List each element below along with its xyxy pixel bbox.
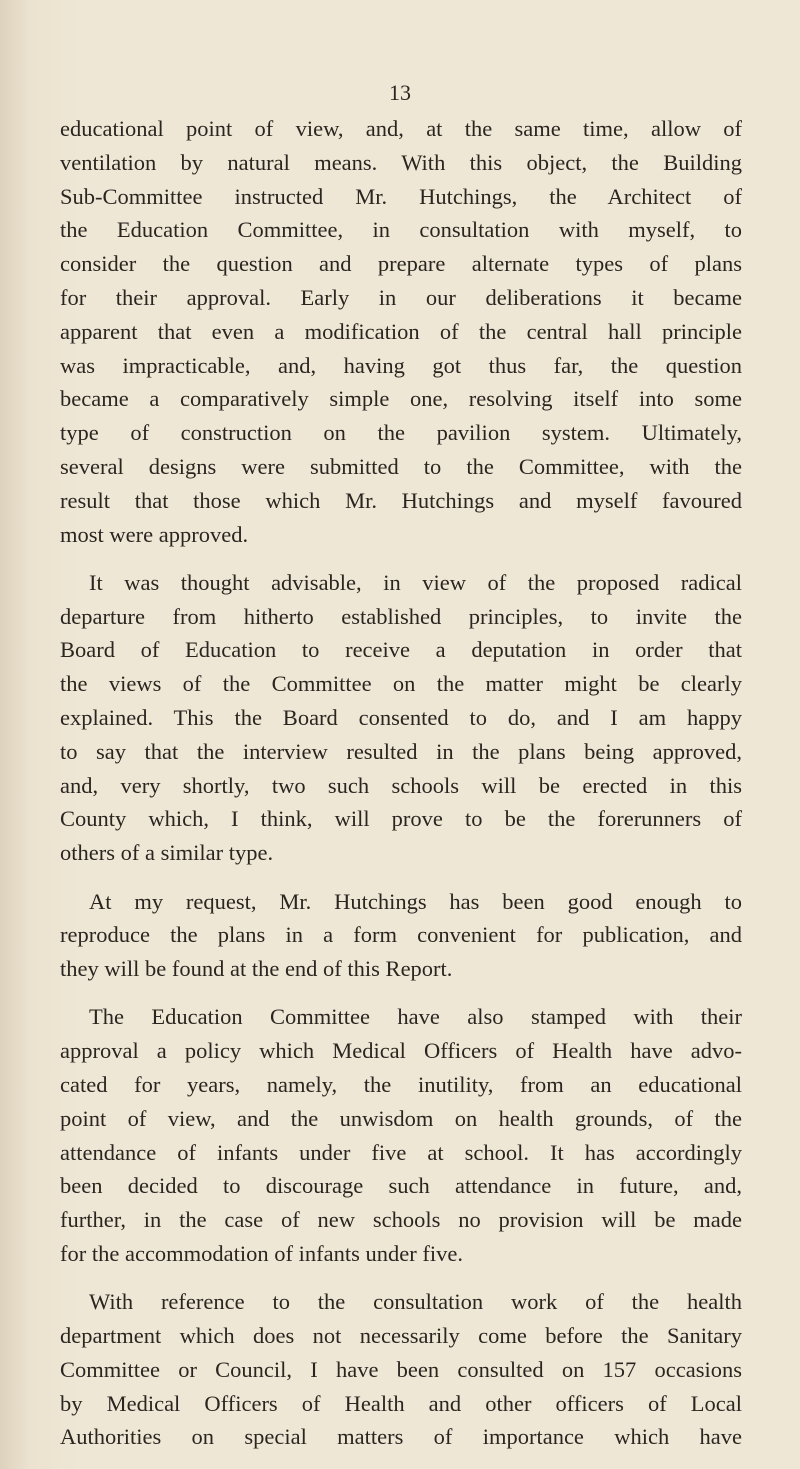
text-line: been decided to discourage such attendance in future, and, (60, 1173, 742, 1199)
page-number: 13 (389, 80, 411, 105)
text-line: became a comparatively simple one, resolving itself into some (60, 386, 742, 412)
paragraph (60, 885, 742, 986)
text-line: type of construction on the pavilion system. Ultimately, (60, 420, 742, 446)
text-line: At my request, Mr. Hutchings has been good enough to (89, 888, 742, 914)
paragraph (60, 112, 742, 551)
text-line: they will be found at the end of this Report. (60, 956, 453, 982)
text-line: was impracticable, and, having got thus far, the question (60, 352, 742, 378)
text-line: ventilation by natural means. With this object, the Building (60, 149, 742, 175)
text-line: explained. This the Board consented to do, and I am happy (60, 705, 742, 731)
text-line: consider the question and prepare alternate types of plans (60, 251, 742, 277)
text-line: several designs were submitted to the Committee, with the (60, 453, 742, 479)
text-line: further, in the case of new schools no provision will be made (60, 1207, 742, 1233)
text-line: the Education Committee, in consultation with myself, to (60, 217, 742, 243)
text-line: With reference to the consultation work of the health (89, 1289, 742, 1315)
text-line: department which does not necessarily come before the Sanitary (60, 1323, 742, 1349)
text-line: County which, I think, will prove to be the forerunners of (60, 806, 742, 832)
text-line: and, very shortly, two such schools will be erected in this (60, 772, 742, 798)
text-line: for their approval. Early in our deliberations it became (60, 284, 742, 310)
text-line: It was thought advisable, in view of the proposed radical (89, 569, 742, 595)
text-line: by Medical Officers of Health and other officers of Local (60, 1390, 742, 1416)
text-line: result that those which Mr. Hutchings and myself favoured (60, 487, 742, 513)
text-line: others of a similar type. (60, 840, 274, 866)
text-line: approval a policy which Medical Officers of Health have advo- (60, 1038, 742, 1064)
paragraph (60, 1000, 742, 1270)
text-line: for the accommodation of infants under five. (60, 1241, 463, 1266)
text-line: apparent that even a modification of the central hall principle (60, 318, 742, 344)
text-line: educational point of view, and, at the same time, allow of (60, 116, 742, 141)
text-line: Committee or Council, I have been consulted on 157 occasions (60, 1356, 742, 1382)
text-line: cated for years, namely, the inutility, from an educational (60, 1072, 742, 1098)
text-line: The Education Committee have also stamped with their (89, 1004, 742, 1030)
paragraph (60, 1285, 742, 1454)
text-line: point of view, and the unwisdom on health grounds, of the (60, 1105, 742, 1131)
text-line: Sub-Committee instructed Mr. Hutchings, the Architect of (60, 183, 742, 209)
paragraph (60, 566, 742, 870)
text-line: to say that the interview resulted in the plans being approved, (60, 738, 742, 764)
text-line: attendance of infants under five at school. It has accordingly (60, 1139, 742, 1165)
text-line: the views of the Committee on the matter might be clearly (60, 671, 742, 697)
document-body (60, 112, 742, 1469)
text-line: departure from hitherto established principles, to invite the (60, 603, 742, 629)
text-line: Board of Education to receive a deputation in order that (60, 637, 742, 663)
text-line: Authorities on special matters of importance which have (60, 1424, 742, 1450)
text-line: reproduce the plans in a form convenient for publication, and (60, 922, 742, 948)
text-line: most were approved. (60, 521, 249, 547)
